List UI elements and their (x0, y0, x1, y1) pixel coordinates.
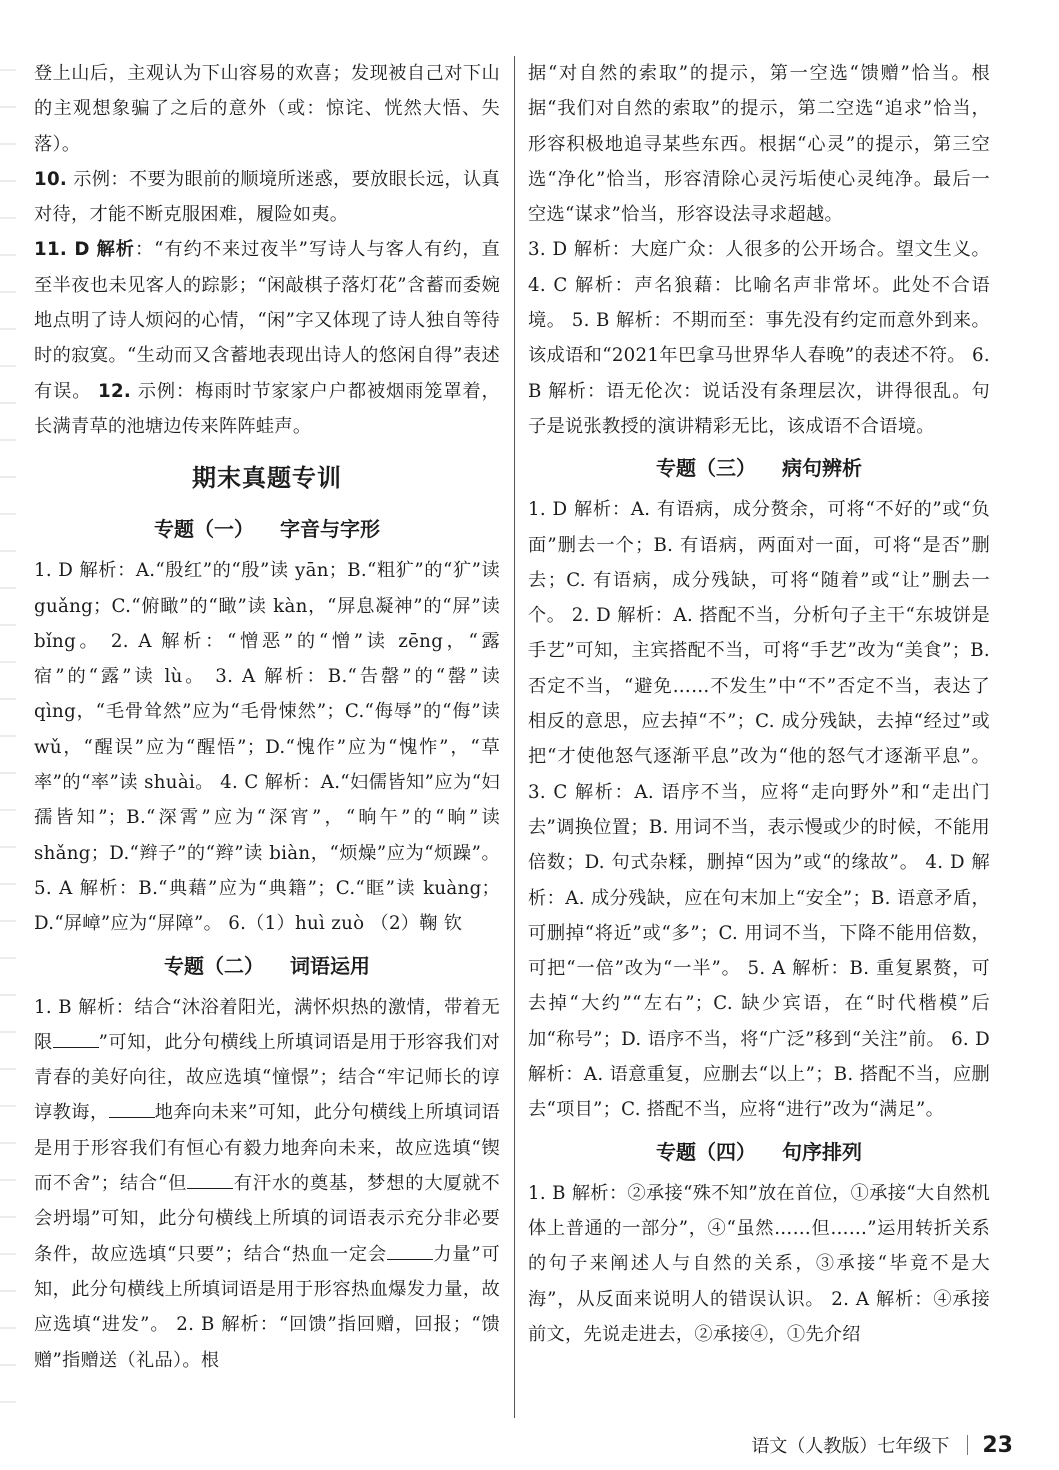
answer-10 (34, 162, 500, 233)
footer-divider (967, 1435, 968, 1455)
topic-2-answers-3-6: 3. D 解析：大庭广众：人很多的公开场合。望文生义。 4. C 解析：声名狼藉：比喻名声非常坏。此处不合语境。 5. B 解析：不期而至：事先没有约定而意外到来。该成语和“2021年巴拿马世界华人春晚”的表述不符。 6. B 解析：语无伦次：说话没有条理层次，讲得很乱。句子是说张教授的演讲精彩无比，该成语不合语境。 (528, 239, 990, 437)
question-number: 11. D (34, 239, 90, 261)
analysis-label: 解析 (96, 239, 135, 261)
topic-4-heading (528, 1134, 990, 1170)
answer-12-text: 示例：梅雨时节家家户户都被烟雨笼罩着，长满青草的池塘边传来阵阵蛙声。 (34, 380, 501, 437)
topic-2-text: 有汗水的奠基，梦想的大厦就不会坍塌”可知，此分句横线上所填的词语表示充分非必要条件，故应选填“只要”；结合“热血一定会 (34, 1173, 501, 1265)
fill-blank (387, 1245, 433, 1260)
fill-blank (53, 1033, 99, 1048)
section-title: 期末真题专训 (192, 464, 342, 493)
topic-2-text: 地奔向未来”可知，此分句横线上所填词语是用于形容我们有恒心有毅力地奔向未来，故应选填“锲而不舍”；结合“但 (34, 1102, 501, 1195)
fill-blank (109, 1103, 155, 1118)
answer-11-text: ：“有约不来过夜半”写诗人与客人有约，直至半夜也未见客人的踪影；“闲敲棋子落灯花”含蓄而委婉地点明了诗人烦闷的心情，“闲”字又体现了诗人独自等待时的寂寞。“生动而又含蓄地表现出诗人的悠闲自得”表述有误。 (34, 239, 500, 402)
page-number: 23 (982, 1432, 1013, 1458)
topic-number: 专题（三） (656, 456, 756, 481)
question-number: 12. (98, 380, 132, 402)
topic-number: 专题（一） (154, 517, 254, 542)
topic-4-answers: 1. B 解析：②承接“殊不知”放在首位，①承接“大自然机体上普通的一部分”，④“虽然……但……”运用转折关系的句子来阐述人与自然的关系，③承接“毕竟不是大海”，从反面来说明人的错误认识。 2. A 解析：④承接前文，先说走进去，②承接④，①先介绍 (528, 1182, 990, 1345)
topic-2-text: 1. B 解析：结合“沐浴着阳光，满怀炽热的激情，带着无限 (34, 996, 500, 1053)
topic-1-answers: 1. D 解析：A.“殷红”的“殷”读 yān；B.“粗犷”的“犷”读 guǎng；C.“俯瞰”的“瞰”读 kàn，“屏息凝神”的“屏”读 bǐng。 2. A 解析：“憎恶”的“憎”读 zēng，“露宿”的“露”读 lù。 3. A 解析：B.“告罄”的“罄”读 qìng，“毛骨耸然”应为“毛骨悚然”；C.“侮辱”的“侮”读 wǔ，“醒误”应为“醒悟”；D.“愧作”应为“愧怍”，“草率”的“率”读 shuài。 4. C 解析：A.“妇儒皆知”应为“妇孺皆知”；B.“深霄”应为“深宵”，“晌午”的“晌”读 shǎng；D.“辫子”的“辫”读 biàn，“烦燥”应为“烦躁”。 5. A 解析：B.“典藉”应为“典籍”；C.“眶”读 kuàng；D.“屏嶂”应为“屏障”。 6.（1）huì zuò （2）鞠 钦 (34, 560, 500, 935)
answer-11-12 (34, 232, 500, 444)
fill-blank (187, 1174, 233, 1189)
answer-10-text: 示例：不要为眼前的顺境所迷惑，要放眼长远，认真对待，才能不断克服困难，履险如夷。 (34, 168, 500, 226)
book-subject: 语文（人教版）七年级下 (751, 1436, 950, 1457)
right-column (528, 56, 990, 1352)
topic-number: 专题（四） (656, 1139, 756, 1164)
topic-3-answers: 1. D 解析：A. 有语病，成分赘余，可将“不好的”或“负面”删去一个；B. 有语病，两面对一面，可将“是否”删去；C. 有语病，成分残缺，可将“随着”或“让”删去一个。 2. D 解析：A. 搭配不当，分析句子主干“东坡饼是手艺”可知，主宾搭配不当，可将“手艺”改为“美食”；B. 否定不当，“避免……不发生”中“不”否定不当，表达了相反的意思，应去掉“不”；C. 成分残缺，去掉“经过”或把“才使他怒气逐渐平息”改为“他的怒气才逐渐平息”。 3. C 解析：A. 语序不当，应将“走向野外”和“走出门去”调换位置；B. 用词不当，表示慢或少的时候，不能用倍数；D. 句式杂糅，删掉“因为”或“的缘故”。 4. D 解析：A. 成分残缺，应在句末加上“安全”；B. 语意矛盾，可删掉“将近”或“多”；C. 用词不当，下降不能用倍数，可把“一倍”改为“一半”。 5. A 解析：B. 重复累赘，可去掉“大约”“左右”；C. 缺少宾语，在“时代楷模”后加“称号”；D. 语序不当，将“广泛”移到“关注”前。 6. D 解析：A. 语意重复，应删去“以上”；B. 搭配不当，应删去“项目”；C. 搭配不当，应将“进行”改为“满足”。 (528, 499, 990, 1121)
topic-1-heading (34, 511, 500, 547)
topic-name: 词语运用 (290, 953, 370, 978)
topic-2-text: ”可知，此分句横线上所填词语是用于形容我们对青春的美好向往，故应选填“憧憬”；结合“牢记师长的谆谆教诲， (34, 1031, 500, 1124)
left-column (34, 56, 500, 1378)
page-footer (751, 1432, 1013, 1458)
topic-name: 字音与字形 (280, 517, 380, 542)
column-divider (514, 56, 515, 1418)
answer-9-continued: 登上山后，主观认为下山容易的欢喜；发现被自己对下山的主观想象骗了之后的意外（或：惊诧、恍然大悟、失落）。 (34, 63, 500, 155)
topic-2-answers (34, 990, 500, 1378)
topic-2-text: 力量”可知，此分句横线上所填词语是用于形容热血爆发力量，故应选填“进发”。 2. B 解析：“回馈”指回赠，回报；“馈赠”指赠送（礼品）。根 (34, 1243, 500, 1371)
topic-2-answers-continued: 据“对自然的索取”的提示，第一空选“馈赠”恰当。根据“我们对自然的索取”的提示，第二空选“追求”恰当，形容积极地追寻某些东西。根据“心灵”的提示，第三空选“净化”恰当，形容清除心灵污垢使心灵纯净。最后一空选“谋求”恰当，形容设法寻求超越。 (528, 63, 990, 226)
topic-3-heading (528, 450, 990, 486)
topic-number: 专题（二） (164, 953, 264, 978)
topic-name: 句序排列 (782, 1139, 862, 1164)
topic-2-heading (34, 948, 500, 984)
binding-gutter (0, 55, 16, 1415)
topic-name: 病句辨析 (782, 456, 862, 481)
question-number: 10. (34, 168, 68, 190)
